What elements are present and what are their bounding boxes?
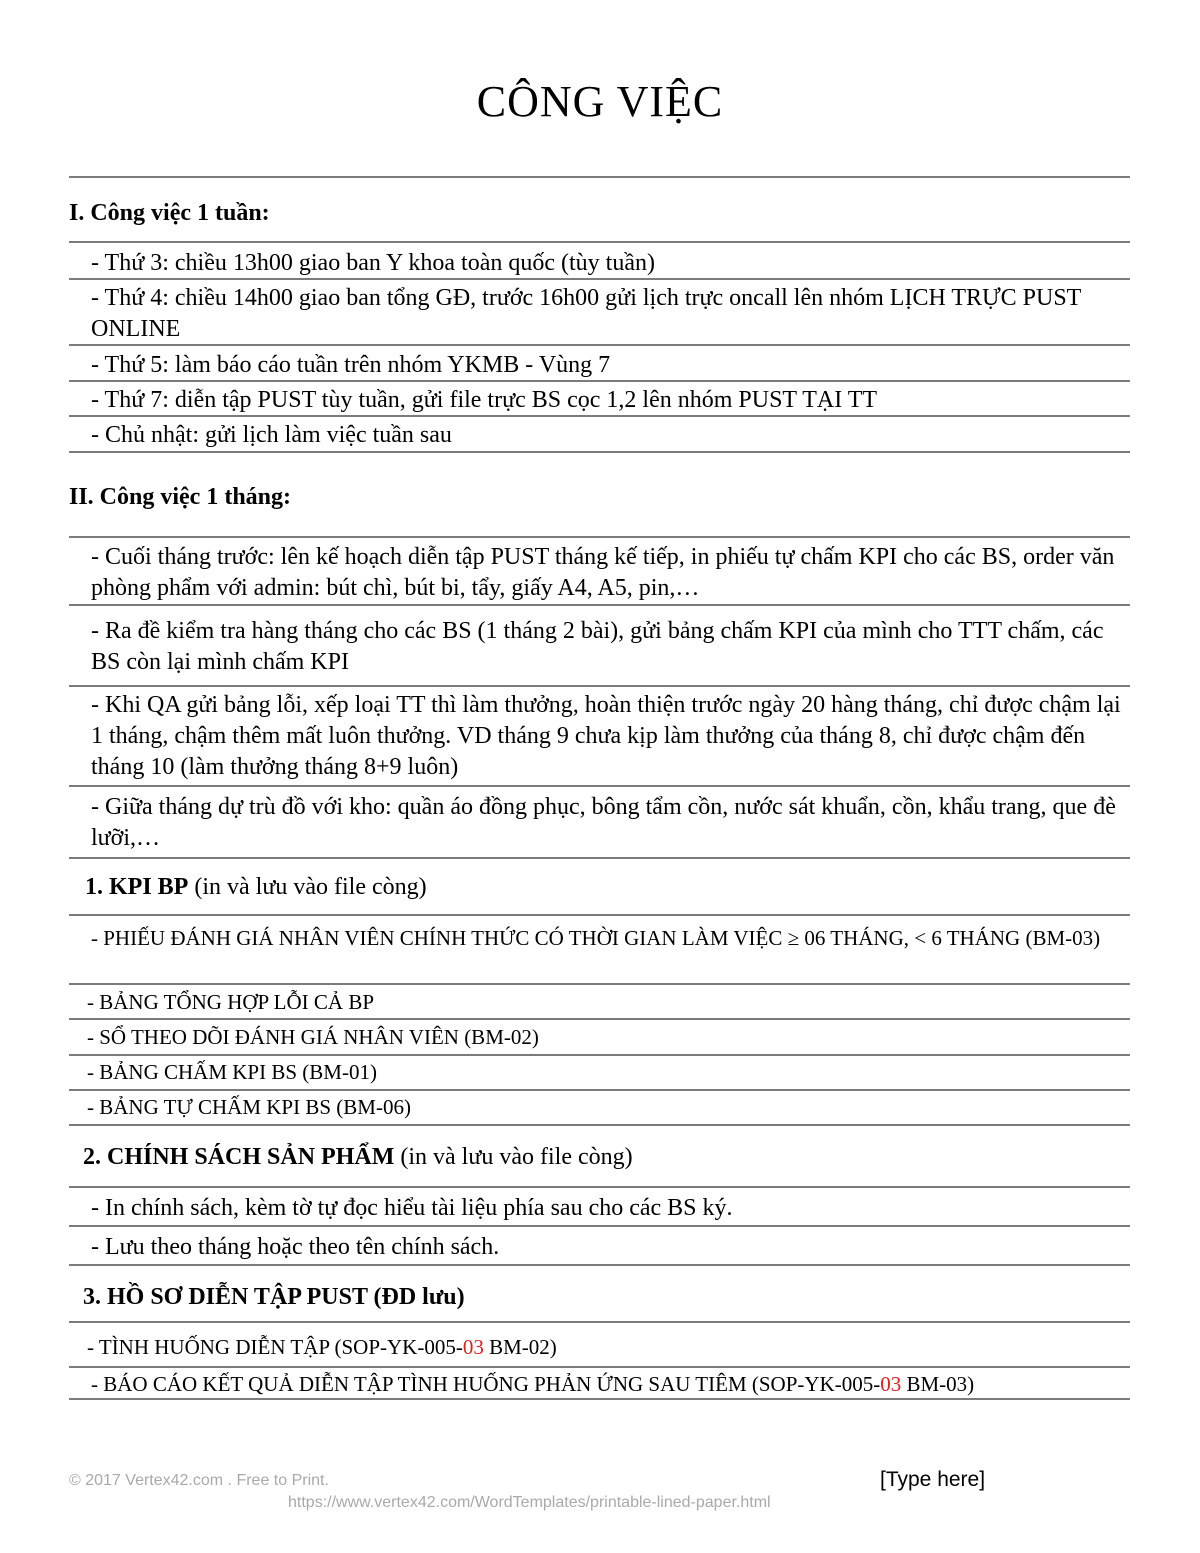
ruled-line — [69, 785, 1130, 787]
kpi-item: - BẢNG TỰ CHẤM KPI BS (BM-06) — [87, 1095, 411, 1119]
ruled-line — [69, 1366, 1130, 1368]
ruled-line — [69, 685, 1130, 687]
kpi-item: - SỔ THEO DÕI ĐÁNH GIÁ NHÂN VIÊN (BM-02) — [87, 1025, 539, 1049]
monthly-item: - Khi QA gửi bảng lỗi, xếp loại TT thì làm thưởng, hoàn thiện trước ngày 20 hàng tháng, chỉ được chậm lại 1 tháng, chậm thêm mất luôn thưởng. VD tháng 9 chưa kịp làm thưởng của tháng 8, chỉ được chậm đến tháng 10 (làm thưởng tháng 8+9 luôn) — [91, 692, 1121, 780]
weekly-item: - Thứ 3: chiều 13h00 giao ban Y khoa toàn quốc (tùy tuần) — [91, 250, 655, 276]
policy-heading — [69, 1142, 1130, 1173]
ruled-line — [69, 451, 1130, 453]
pust-item-text: BM-02) — [483, 1335, 557, 1359]
section-heading-monthly: II. Công việc 1 tháng: — [69, 484, 292, 510]
policy-item: - In chính sách, kèm tờ tự đọc hiểu tài liệu phía sau cho các BS ký. — [91, 1195, 733, 1221]
page-title: CÔNG VIỆC — [476, 77, 724, 126]
ruled-line — [69, 914, 1130, 916]
ruled-line — [69, 1124, 1130, 1126]
pust-item-highlight: 03 — [462, 1335, 484, 1359]
pust-item — [69, 1369, 1130, 1400]
kpi-item: - PHIẾU ĐÁNH GIÁ NHÂN VIÊN CHÍNH THỨC CÓ THỜI GIAN LÀM VIỆC ≥ 06 THÁNG, < 6 THÁNG (BM-03) — [91, 926, 1101, 950]
ruled-line — [69, 1264, 1130, 1266]
ruled-line — [69, 857, 1130, 859]
section-heading-weekly: I. Công việc 1 tuần: — [69, 200, 270, 226]
pust-item-highlight: 03 — [880, 1372, 902, 1396]
ruled-line — [69, 1321, 1130, 1323]
kpi-heading-rest: (in và lưu vào file còng) — [188, 874, 427, 900]
footer-url: https://www.vertex42.com/WordTemplates/printable-lined-paper.html — [288, 1494, 771, 1511]
weekly-item: - Thứ 7: diễn tập PUST tùy tuần, gửi file trực BS cọc 1,2 lên nhóm PUST TẠI TT — [91, 387, 878, 413]
policy-heading-rest: (in và lưu vào file còng) — [394, 1144, 633, 1170]
ruled-line — [69, 176, 1130, 178]
weekly-item: - Chủ nhật: gửi lịch làm việc tuần sau — [91, 422, 452, 448]
weekly-item — [69, 283, 1130, 345]
pust-item-text: - TÌNH HUỐNG DIỄN TẬP (SOP-YK-005- — [87, 1335, 463, 1359]
ruled-line — [69, 604, 1130, 606]
ruled-line — [69, 1225, 1130, 1227]
monthly-item: - Giữa tháng dự trù đồ với kho: quần áo đồng phục, bông tẩm cồn, nước sát khuẩn, cồn, khẩu trang, que đè lưỡi,… — [91, 794, 1116, 851]
pust-item-text: BM-03) — [901, 1372, 975, 1396]
policy-heading-bold: 2. CHÍNH SÁCH SẢN PHẨM — [83, 1144, 395, 1170]
pust-item — [69, 1332, 1130, 1363]
footer-copyright: © 2017 Vertex42.com . Free to Print. — [69, 1472, 329, 1489]
monthly-item: - Ra đề kiểm tra hàng tháng cho các BS (1 tháng 2 bài), gửi bảng chấm KPI của mình cho TTT chấm, các BS còn lại mình chấm KPI — [91, 618, 1104, 675]
monthly-item: - Cuối tháng trước: lên kế hoạch diễn tập PUST tháng kế tiếp, in phiếu tự chấm KPI cho các BS, order văn phòng phẩm với admin: bút chì, bút bi, tẩy, giấy A4, A5, pin,… — [91, 544, 1115, 601]
pust-heading: 3. HỒ SƠ DIỄN TẬP PUST (ĐD lưu) — [83, 1284, 465, 1310]
ruled-line — [69, 1186, 1130, 1188]
kpi-item: - BẢNG TỔNG HỢP LỖI CẢ BP — [87, 990, 375, 1014]
kpi-heading-bold: 1. KPI BP — [85, 874, 189, 900]
kpi-heading — [69, 872, 1130, 903]
policy-item: - Lưu theo tháng hoặc theo tên chính sách. — [91, 1234, 500, 1260]
ruled-line — [69, 1054, 1130, 1056]
pust-item-text: - BÁO CÁO KẾT QUẢ DIỄN TẬP TÌNH HUỐNG PHẢN ỨNG SAU TIÊM (SOP-YK-005- — [91, 1372, 881, 1396]
footer-placeholder: [Type here] — [880, 1468, 986, 1491]
weekly-item-text: - Thứ 4: chiều 14h00 giao ban tổng GĐ, trước 16h00 gửi lịch trực oncall lên nhóm LỊCH TRỰC PUST ONLINE — [91, 285, 1081, 342]
weekly-item: - Thứ 5: làm báo cáo tuần trên nhóm YKMB - Vùng 7 — [91, 352, 611, 378]
ruled-line — [69, 241, 1130, 243]
ruled-line — [69, 536, 1130, 538]
kpi-item: - BẢNG CHẤM KPI BS (BM-01) — [87, 1060, 377, 1084]
ruled-line — [69, 983, 1130, 985]
ruled-line — [69, 1089, 1130, 1091]
ruled-line — [69, 1018, 1130, 1020]
